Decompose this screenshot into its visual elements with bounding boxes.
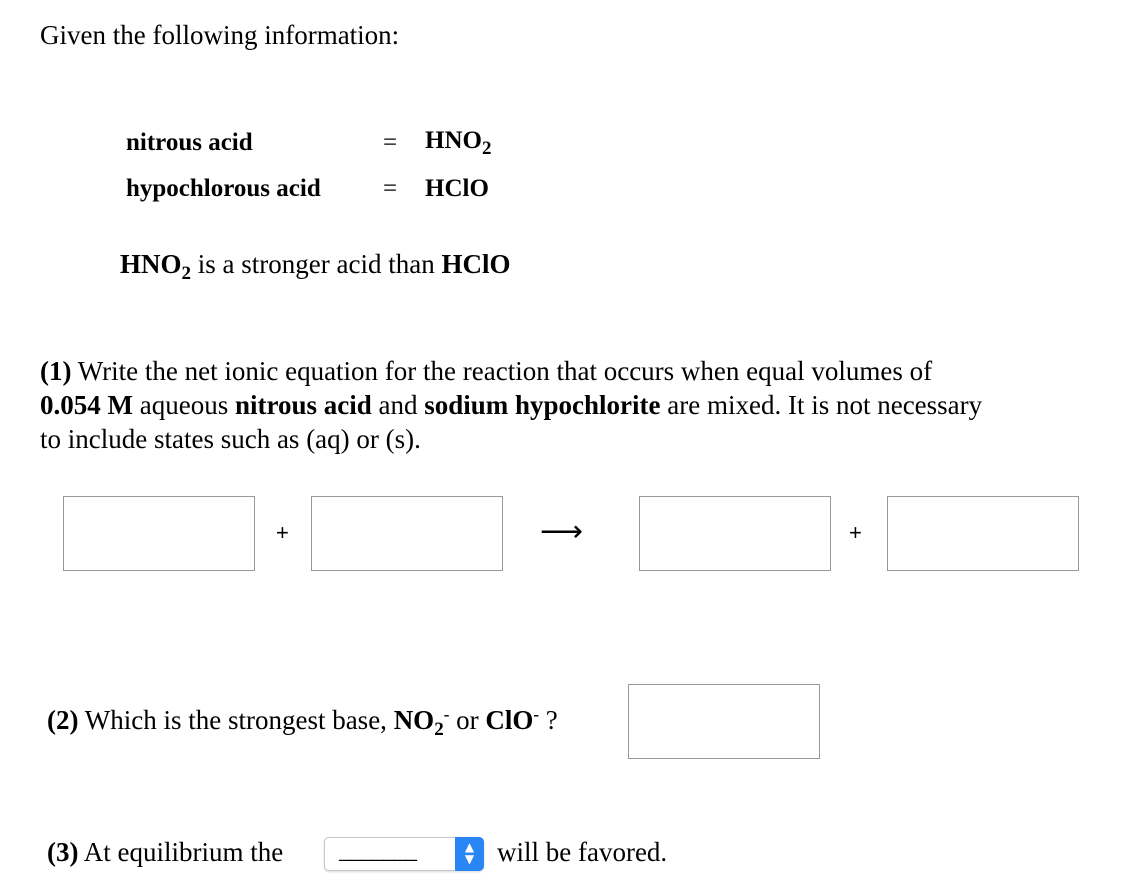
def-eq-1: = bbox=[383, 129, 398, 156]
reactant-2-input[interactable] bbox=[311, 496, 503, 571]
question-2-text: (2) Which is the strongest base, $NO_2^-$ or ClO- ? bbox=[47, 705, 558, 740]
question-3-suffix: will be favored. bbox=[497, 837, 668, 867]
intro-text: Given the following information: bbox=[40, 20, 400, 50]
reaction-arrow-icon: ⟶ bbox=[540, 515, 584, 548]
product-2-input[interactable] bbox=[887, 496, 1079, 571]
acid-strength-statement: $HNO_2$ is a stronger acid than HClO bbox=[120, 249, 511, 284]
strongest-base-input[interactable] bbox=[628, 684, 820, 759]
select-value: _______ bbox=[339, 838, 416, 864]
def-name-1: nitrous acid bbox=[126, 129, 253, 156]
chevron-up-down-icon[interactable]: ▲ ▼ bbox=[455, 837, 484, 871]
plus-sign-2: + bbox=[849, 520, 862, 545]
def-eq-2: = bbox=[383, 175, 398, 202]
reactant-1-input[interactable] bbox=[63, 496, 255, 571]
def-name-2: hypochlorous acid bbox=[126, 175, 321, 202]
question-1-text: (1) Write the net ionic equation for the reaction that occurs when equal volumes of 0.054 M aqueous nitrous acid and sodium hypochlorite are mixed. It is not necessary to include states such as (aq) or (s). bbox=[40, 356, 983, 454]
product-1-input[interactable] bbox=[639, 496, 831, 571]
def-formula-1: $HNO_2$ bbox=[425, 127, 492, 159]
plus-sign-1: + bbox=[276, 520, 289, 545]
def-formula-2: HClO bbox=[425, 175, 489, 202]
question-3-text: (3) At equilibrium the bbox=[47, 837, 284, 867]
equilibrium-side-select[interactable] bbox=[324, 837, 484, 871]
